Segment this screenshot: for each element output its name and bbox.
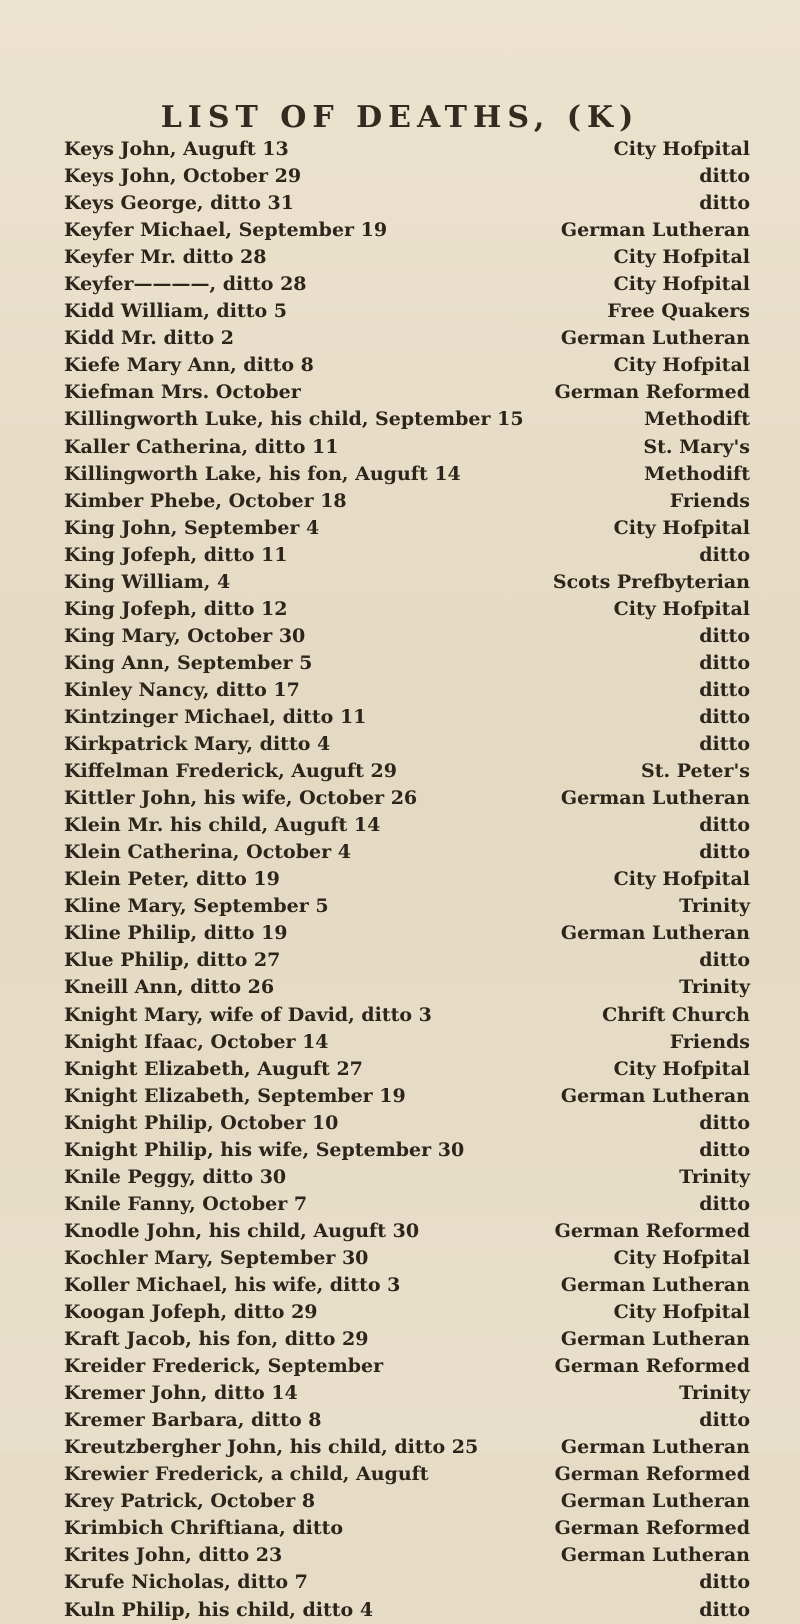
list-item bbox=[64, 488, 750, 515]
list-item bbox=[64, 190, 750, 217]
list-item bbox=[64, 677, 750, 704]
entry-name: Keys John, October 29 bbox=[64, 165, 302, 188]
list-item bbox=[64, 271, 750, 298]
list-item bbox=[64, 1380, 750, 1407]
entry-burial-place: ditto bbox=[699, 543, 750, 566]
entry-name: Krites John, ditto 23 bbox=[64, 1544, 283, 1567]
entry-burial-place: ditto bbox=[699, 165, 750, 188]
list-item bbox=[64, 920, 750, 947]
entry-name: Klein Peter, ditto 19 bbox=[64, 868, 280, 891]
entry-burial-place: ditto bbox=[699, 1571, 750, 1594]
list-item bbox=[64, 866, 750, 893]
list-item bbox=[64, 1434, 750, 1461]
list-item bbox=[64, 1299, 750, 1326]
list-item bbox=[64, 704, 750, 731]
entry-name: Killingworth Lake, his fon, Auguft 14 bbox=[64, 462, 461, 485]
list-item bbox=[64, 217, 750, 244]
entry-name: Krey Patrick, October 8 bbox=[64, 1490, 316, 1513]
entry-burial-place: City Hofpital bbox=[613, 597, 750, 620]
entry-name: Kidd Mr. ditto 2 bbox=[64, 327, 235, 350]
entry-name: Kraft Jacob, his fon, ditto 29 bbox=[64, 1328, 369, 1351]
list-item bbox=[64, 569, 750, 596]
entry-name: Knodle John, his child, Auguft 30 bbox=[64, 1219, 420, 1242]
page-title: LIST OF DEATHS, (K) bbox=[160, 100, 640, 135]
list-item bbox=[64, 1542, 750, 1569]
list-item bbox=[64, 623, 750, 650]
entry-burial-place: ditto bbox=[699, 1598, 750, 1621]
entry-burial-place: ditto bbox=[699, 1409, 750, 1432]
entry-name: Kidd William, ditto 5 bbox=[64, 300, 287, 323]
entry-burial-place: Chrift Church bbox=[602, 1003, 750, 1026]
entry-burial-place: German Lutheran bbox=[560, 219, 750, 242]
entry-burial-place: Trinity bbox=[679, 1165, 750, 1188]
entry-name: Knight Philip, his wife, September 30 bbox=[64, 1138, 465, 1161]
list-item bbox=[64, 1002, 750, 1029]
entry-burial-place: German Lutheran bbox=[560, 1084, 750, 1107]
list-item bbox=[64, 785, 750, 812]
entry-name: Kirkpatrick Mary, ditto 4 bbox=[64, 733, 331, 756]
list-item bbox=[64, 434, 750, 461]
entry-name: Knile Peggy, ditto 30 bbox=[64, 1165, 287, 1188]
entry-burial-place: City Hofpital bbox=[613, 273, 750, 296]
entry-burial-place: St. Mary's bbox=[643, 435, 750, 458]
list-item bbox=[64, 244, 750, 271]
entry-burial-place: City Hofpital bbox=[613, 1246, 750, 1269]
entry-name: Kittler John, his wife, October 26 bbox=[64, 787, 418, 810]
entry-name: King Jofeph, ditto 12 bbox=[64, 597, 288, 620]
list-item bbox=[64, 1245, 750, 1272]
entry-name: King Mary, October 30 bbox=[64, 624, 306, 647]
list-item bbox=[64, 1597, 750, 1624]
list-item bbox=[64, 515, 750, 542]
entry-burial-place: German Lutheran bbox=[560, 1273, 750, 1296]
entry-burial-place: German Lutheran bbox=[560, 787, 750, 810]
entry-name: Keyfer Mr. ditto 28 bbox=[64, 246, 267, 269]
entry-burial-place: ditto bbox=[699, 1111, 750, 1134]
list-item bbox=[64, 812, 750, 839]
list-item bbox=[64, 839, 750, 866]
entry-burial-place: ditto bbox=[699, 814, 750, 837]
entry-burial-place: Free Quakers bbox=[607, 300, 750, 323]
entry-burial-place: German Reformed bbox=[554, 1463, 750, 1486]
list-item bbox=[64, 1272, 750, 1299]
list-item bbox=[64, 1515, 750, 1542]
list-item bbox=[64, 325, 750, 352]
entry-name: Keyfer————, ditto 28 bbox=[64, 273, 307, 296]
list-item bbox=[64, 1110, 750, 1137]
entry-burial-place: City Hofpital bbox=[613, 354, 750, 377]
entry-name: Kiefman Mrs. October bbox=[64, 381, 301, 404]
entry-burial-place: Friends bbox=[669, 489, 750, 512]
entry-name: Kiffelman Frederick, Auguft 29 bbox=[64, 760, 397, 783]
entry-name: Krewier Frederick, a child, Auguft bbox=[64, 1463, 429, 1486]
list-item bbox=[64, 1488, 750, 1515]
entry-name: King Ann, September 5 bbox=[64, 651, 313, 674]
entry-name: Kimber Phebe, October 18 bbox=[64, 489, 347, 512]
entry-burial-place: German Lutheran bbox=[560, 1328, 750, 1351]
list-item bbox=[64, 1029, 750, 1056]
list-item bbox=[64, 352, 750, 379]
entry-burial-place: Trinity bbox=[679, 895, 750, 918]
entry-name: Keys George, ditto 31 bbox=[64, 192, 294, 215]
entry-burial-place: ditto bbox=[699, 1138, 750, 1161]
entry-name: Kuln Philip, his child, ditto 4 bbox=[64, 1598, 374, 1621]
list-item bbox=[64, 1083, 750, 1110]
entry-burial-place: City Hofpital bbox=[613, 1057, 750, 1080]
entry-burial-place: German Reformed bbox=[554, 1517, 750, 1540]
list-item bbox=[64, 974, 750, 1001]
entry-burial-place: Trinity bbox=[679, 976, 750, 999]
list-item bbox=[64, 1164, 750, 1191]
entry-burial-place: German Lutheran bbox=[560, 327, 750, 350]
entry-name: Krimbich Chriftiana, ditto bbox=[64, 1517, 344, 1540]
list-item bbox=[64, 1326, 750, 1353]
list-item bbox=[64, 650, 750, 677]
entry-burial-place: Scots Prefbyterian bbox=[552, 570, 750, 593]
entry-name: Krufe Nicholas, ditto 7 bbox=[64, 1571, 308, 1594]
entry-name: Killingworth Luke, his child, September 15 bbox=[64, 408, 524, 431]
list-item bbox=[64, 461, 750, 488]
list-item bbox=[64, 947, 750, 974]
entry-burial-place: ditto bbox=[699, 733, 750, 756]
entry-burial-place: German Lutheran bbox=[560, 1436, 750, 1459]
entry-name: Keyfer Michael, September 19 bbox=[64, 219, 388, 242]
entry-burial-place: City Hofpital bbox=[613, 138, 750, 160]
entry-name: Knight Elizabeth, Auguft 27 bbox=[64, 1057, 363, 1080]
entry-name: Klein Catherina, October 4 bbox=[64, 841, 351, 864]
list-item bbox=[64, 758, 750, 785]
entry-name: Kneill Ann, ditto 26 bbox=[64, 976, 275, 999]
list-item bbox=[64, 298, 750, 325]
entry-name: Kiefe Mary Ann, ditto 8 bbox=[64, 354, 314, 377]
list-item bbox=[64, 1353, 750, 1380]
entry-burial-place: Friends bbox=[669, 1030, 750, 1053]
entry-burial-place: German Reformed bbox=[554, 381, 750, 404]
entry-name: Kinley Nancy, ditto 17 bbox=[64, 678, 300, 701]
entry-name: Kline Philip, ditto 19 bbox=[64, 922, 288, 945]
entry-name: Klein Mr. his child, Auguft 14 bbox=[64, 814, 381, 837]
entry-name: Knile Fanny, October 7 bbox=[64, 1192, 308, 1215]
list-item bbox=[64, 893, 750, 920]
entry-name: Knight Philip, October 10 bbox=[64, 1111, 339, 1134]
list-item bbox=[64, 379, 750, 406]
entry-burial-place: ditto bbox=[699, 651, 750, 674]
entry-name: King John, September 4 bbox=[64, 516, 320, 539]
list-item bbox=[64, 1191, 750, 1218]
list-item bbox=[64, 163, 750, 190]
entry-name: Kintzinger Michael, ditto 11 bbox=[64, 705, 367, 728]
entry-name: King Jofeph, ditto 11 bbox=[64, 543, 288, 566]
list-item bbox=[64, 596, 750, 623]
entry-name: Kremer John, ditto 14 bbox=[64, 1382, 298, 1405]
entry-name: King William, 4 bbox=[64, 570, 231, 593]
entry-burial-place: German Lutheran bbox=[560, 1490, 750, 1513]
entry-name: Knight Mary, wife of David, ditto 3 bbox=[64, 1003, 432, 1026]
list-item bbox=[64, 1137, 750, 1164]
entry-burial-place: Methodift bbox=[644, 408, 750, 431]
list-item bbox=[64, 542, 750, 569]
entry-name: Kochler Mary, September 30 bbox=[64, 1246, 369, 1269]
entry-name: Knight Ifaac, October 14 bbox=[64, 1030, 329, 1053]
list-item bbox=[64, 1461, 750, 1488]
list-item bbox=[64, 1407, 750, 1434]
entry-burial-place: German Lutheran bbox=[560, 1544, 750, 1567]
entry-burial-place: ditto bbox=[699, 678, 750, 701]
deaths-list bbox=[64, 136, 750, 1624]
entry-burial-place: ditto bbox=[699, 949, 750, 972]
entry-name: Koller Michael, his wife, ditto 3 bbox=[64, 1273, 401, 1296]
entry-burial-place: City Hofpital bbox=[613, 868, 750, 891]
entry-burial-place: ditto bbox=[699, 192, 750, 215]
list-item bbox=[64, 1056, 750, 1083]
entry-burial-place: St. Peter's bbox=[641, 760, 750, 783]
list-item bbox=[64, 1569, 750, 1596]
entry-burial-place: City Hofpital bbox=[613, 246, 750, 269]
entry-name: Kremer Barbara, ditto 8 bbox=[64, 1409, 322, 1432]
list-item bbox=[64, 136, 750, 163]
entry-name: Kline Mary, September 5 bbox=[64, 895, 329, 918]
list-item bbox=[64, 731, 750, 758]
entry-burial-place: German Reformed bbox=[554, 1355, 750, 1378]
list-item bbox=[64, 1218, 750, 1245]
entry-burial-place: ditto bbox=[699, 705, 750, 728]
list-item bbox=[64, 406, 750, 433]
entry-name: Kreider Frederick, September bbox=[64, 1355, 384, 1378]
entry-burial-place: Methodift bbox=[644, 462, 750, 485]
entry-name: Klue Philip, ditto 27 bbox=[64, 949, 281, 972]
entry-name: Knight Elizabeth, September 19 bbox=[64, 1084, 406, 1107]
entry-name: Kaller Catherina, ditto 11 bbox=[64, 435, 339, 458]
entry-burial-place: Trinity bbox=[679, 1382, 750, 1405]
entry-name: Koogan Jofeph, ditto 29 bbox=[64, 1301, 318, 1324]
entry-burial-place: City Hofpital bbox=[613, 1301, 750, 1324]
entry-burial-place: City Hofpital bbox=[613, 516, 750, 539]
entry-burial-place: ditto bbox=[699, 841, 750, 864]
entry-burial-place: ditto bbox=[699, 1192, 750, 1215]
entry-burial-place: German Reformed bbox=[554, 1219, 750, 1242]
entry-burial-place: ditto bbox=[699, 624, 750, 647]
entry-burial-place: German Lutheran bbox=[560, 922, 750, 945]
entry-name: Keys John, Auguft 13 bbox=[64, 138, 289, 160]
entry-name: Kreutzbergher John, his child, ditto 25 bbox=[64, 1436, 479, 1459]
